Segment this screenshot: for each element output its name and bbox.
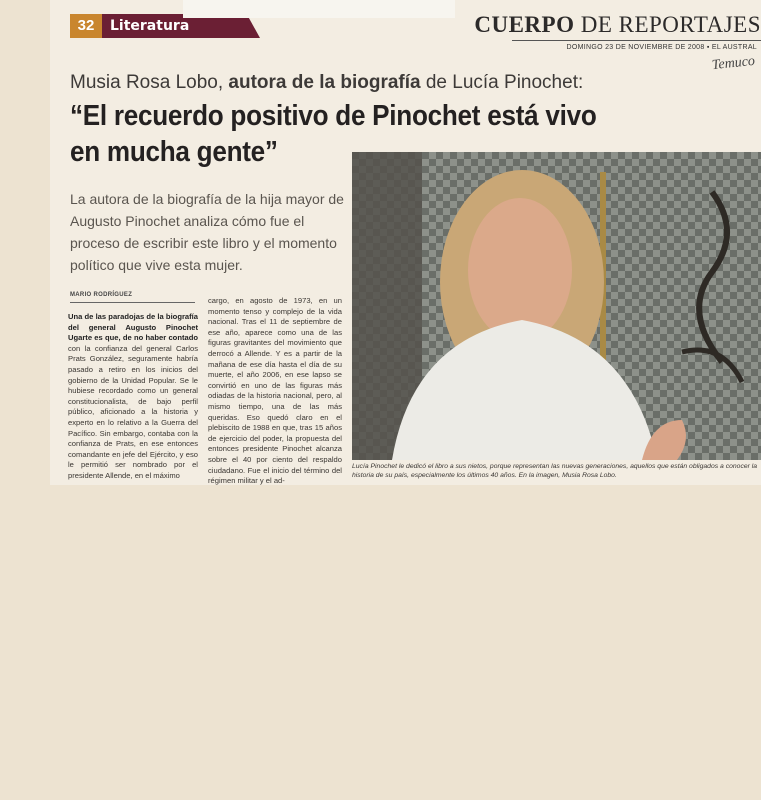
masthead-bold: CUERPO <box>474 12 575 37</box>
deck: La autora de la biografía de la hija mayor de Augusto Pinochet analiza cómo fue el proceso de escribir este libro y el momento político que vive esta mujer. <box>70 191 344 273</box>
masthead <box>474 12 761 38</box>
byline: MARIO RODRÍGUEZ <box>70 292 133 298</box>
kicker-part2: autora de la biografía <box>228 72 421 93</box>
dateline: DOMINGO 23 DE NOVIEMBRE DE 2008 ▪ EL AUSTRAL <box>566 44 757 51</box>
kicker <box>70 72 583 94</box>
headline: “El recuerdo positivo de Pinochet está vivo en mucha gente” <box>70 100 597 168</box>
article-body-1: con la confianza del general Carlos Prats González, seguramente habría pasado a retiro en los inicios del gobierno de la Unidad Popular. Se le hubiese recordado como un general constitucionalista, de bajo perfil público, aficionado a la historia y experto en lo relativo a la Guerra del Pacífico. Sin embargo, contaba con la confianza de Prats, en ese entonces comandante en jefe del Ejército, y eso le permitió ser nombrado por el presidente Allende, en el máximo <box>68 343 198 480</box>
article-lead: Una de las paradojas de la biografía del general Augusto Pinochet Ugarte es que, de no haber contado <box>68 312 198 343</box>
portrait-photo <box>352 152 761 460</box>
masthead-rule <box>512 40 761 41</box>
byline-rule <box>70 302 195 303</box>
article-column-2: cargo, en agosto de 1973, en un momento tenso y complejo de la vida nacional. Tras el 11 de septiembre de ese año, aparece como una de las figuras gravitantes del movimiento que derrocó a Allende. Y es a partir de la mañana de ese día hasta el día de su muerte, el año 2006, en ese lapso se convirtió en uno de las figuras más odiadas de la historia nacional, pero, al mismo tiempo, una de las más queridas. Eso quedó claro en el plebiscito de 1988 en que, tras 15 años de ejercicio del poder, la propuesta del entonces presidente Pinochet alcanza sobre el 40 por ciento del respaldo ciudadano. Fue el inicio del término del régimen militar y el ad- <box>208 296 342 485</box>
portrait-illustration <box>352 152 761 460</box>
tape-strip <box>183 0 455 18</box>
photo-caption: Lucía Pinochet le dedicó el libro a sus nietos, porque representan las nuevas generaciones, aquellos que están obligados a conocer la historia de su país, especialmente los últimos 40 años. En la imagen, Musia Rosa Lobo. <box>352 463 758 479</box>
page-number: 32 <box>70 14 102 38</box>
kicker-part1: Musia Rosa Lobo, <box>70 72 229 93</box>
section-label: Literatura <box>110 18 190 34</box>
newspaper-clipping <box>50 0 761 485</box>
article-column-1 <box>68 312 198 485</box>
kicker-part3: de Lucía Pinochet: <box>420 72 584 93</box>
handwritten-note: Temuco <box>711 53 756 74</box>
masthead-rest: DE REPORTAJES <box>574 12 761 37</box>
